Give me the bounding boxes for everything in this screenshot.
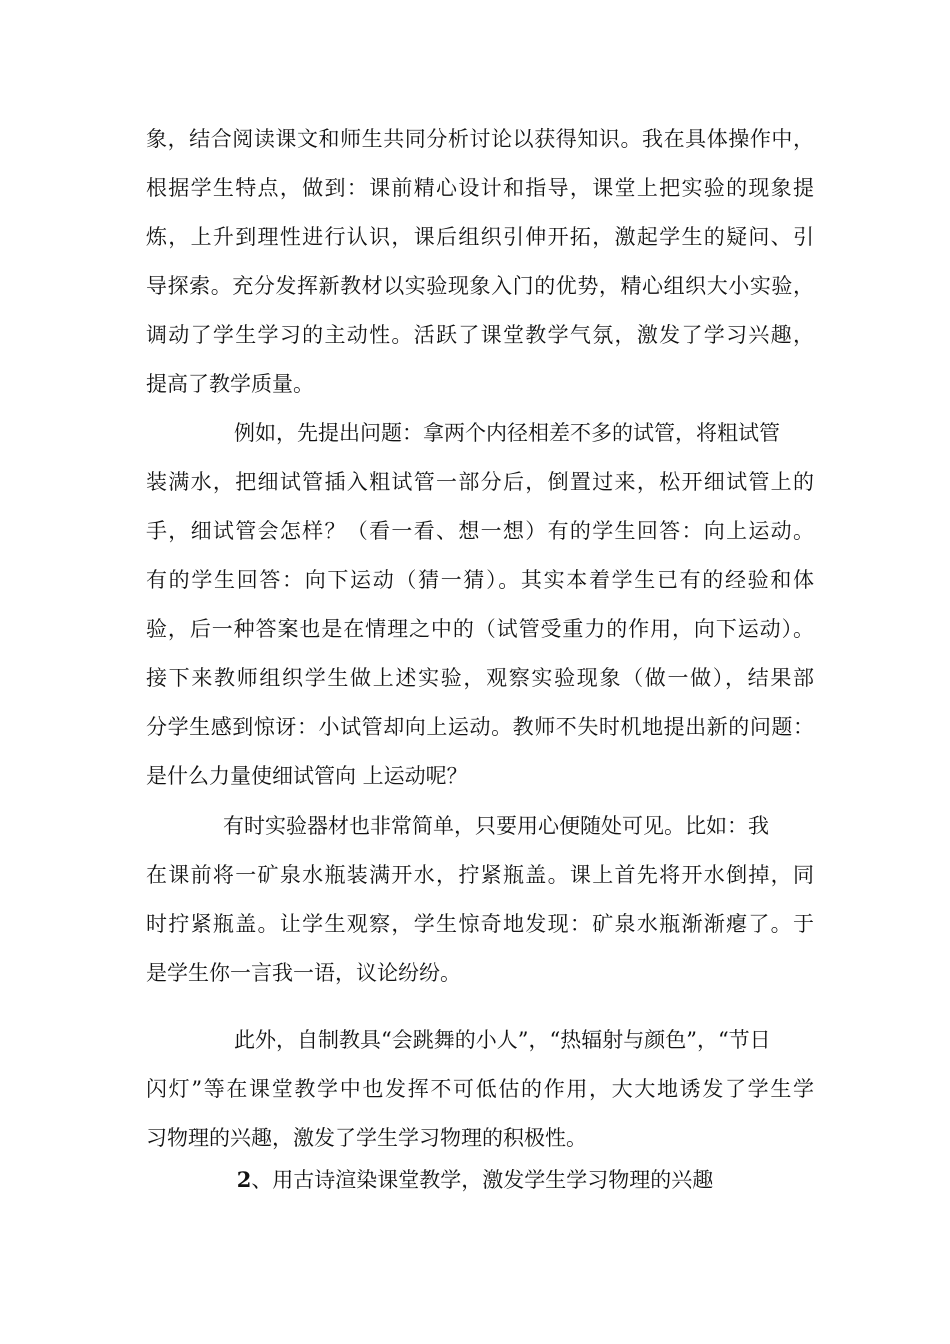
paragraph-line: 例如，先提出问题：拿两个内径相差不多的试管，将粗试管 — [234, 421, 780, 445]
paragraph-line: 炼，上升到理性进行认识，课后组织引伸开拓，激起学生的疑问、引 — [146, 225, 814, 249]
paragraph-2 — [146, 409, 814, 801]
paragraph-1 — [146, 115, 814, 409]
paragraph-line: 有时实验器材也非常简单，只要用心便随处可见。比如：我 — [223, 814, 769, 838]
paragraph-line: 是学生你一言我一语，议论纷纷。 — [146, 961, 461, 985]
paragraph-line: 接下来教师组织学生做上述实验，观察实验现象（做一做），结果部 — [146, 666, 814, 690]
paragraph-line: 习物理的兴趣，激发了学生学习物理的积极性。 — [146, 1126, 587, 1150]
section-heading — [0, 1155, 950, 1205]
paragraph-line: 验，后一种答案也是在情理之中的（试管受重力的作用，向下运动）。 — [146, 617, 814, 641]
paragraph-line: 分学生感到惊讶：小试管却向上运动。教师不失时机地提出新的问题： — [146, 715, 814, 739]
paragraph-line: 根据学生特点，做到：课前精心设计和指导，课堂上把实验的现象提 — [146, 176, 814, 200]
paragraph-4 — [146, 1016, 814, 1163]
paragraph-line: 提高了教学质量。 — [146, 372, 314, 396]
paragraph-line: 装满水，把细试管插入粗试管一部分后，倒置过来，松开细试管上的 — [146, 470, 814, 494]
paragraph-line: 是什么力量使细试管向 上运动呢？ — [146, 764, 468, 788]
paragraph-line: 象，结合阅读课文和师生共同分析讨论以获得知识。我在具体操作中， — [146, 127, 814, 151]
section-title: 、用古诗渲染课堂教学，激发学生学习物理的兴趣 — [251, 1168, 714, 1192]
section-number: 2 — [236, 1167, 252, 1192]
paragraph-line: 有的学生回答：向下运动（猜一猜）。其实本着学生已有的经验和体 — [146, 568, 814, 592]
paragraph-line: 调动了学生学习的主动性。活跃了课堂教学气氛，激发了学习兴趣， — [146, 323, 814, 347]
paragraph-3 — [146, 802, 814, 998]
paragraph-line: 在课前将一矿泉水瓶装满开水，拧紧瓶盖。课上首先将开水倒掉，同 — [146, 863, 814, 887]
paragraph-line: 闪灯”等在课堂教学中也发挥不可低估的作用，大大地诱发了学生学 — [146, 1077, 814, 1101]
paragraph-line: 导探索。充分发挥新教材以实验现象入门的优势，精心组织大小实验， — [146, 274, 814, 298]
paragraph-line: 手，细试管会怎样？（看一看、想一想）有的学生回答：向上运动。 — [146, 519, 814, 543]
paragraph-line: 此外，自制教具“会跳舞的小人”，“热辐射与颜色”，“节日 — [234, 1028, 771, 1052]
paragraph-line: 时拧紧瓶盖。让学生观察，学生惊奇地发现：矿泉水瓶渐渐瘪了。于 — [146, 912, 814, 936]
